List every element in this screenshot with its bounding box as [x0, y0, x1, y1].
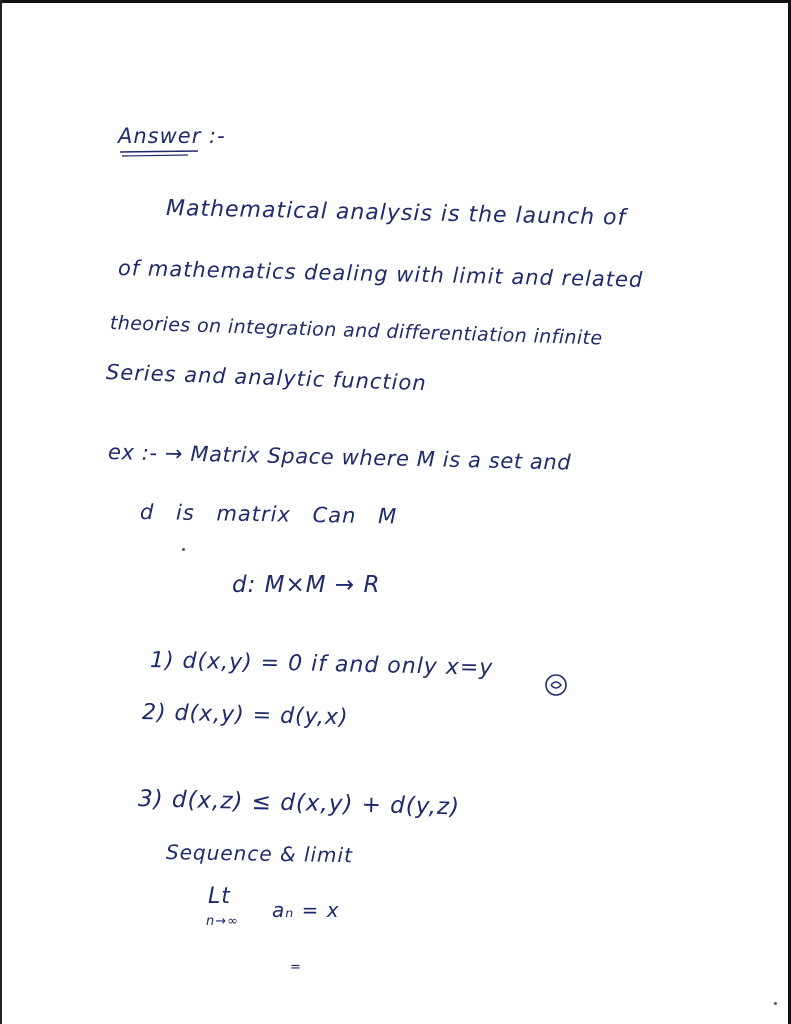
mapping-line: d: M×M → R — [232, 572, 381, 598]
circled-mark-icon — [543, 672, 569, 698]
answer-heading: Answer :- — [118, 124, 226, 148]
example-line-1: ex :- → Matrix Space where M is a set and — [107, 440, 572, 475]
limit-subscript: n→∞ — [206, 914, 239, 929]
page-border-top — [0, 0, 791, 3]
paragraph-line-2: of mathematics dealing with limit and related — [117, 256, 644, 292]
paragraph-line-4: Series and analytic function — [105, 360, 428, 396]
limit-lt: Lt — [208, 884, 231, 909]
ink-dot — [182, 548, 185, 551]
limit-expression: aₙ = x — [272, 898, 340, 922]
example-line-2: d is matrix Can M — [139, 500, 398, 529]
condition-2: 2) d(x,y) = d(y,x) — [141, 700, 349, 731]
paragraph-line-1: Mathematical analysis is the launch of — [165, 196, 627, 231]
trailing-equals: = — [290, 960, 302, 975]
condition-1: 1) d(x,y) = 0 if and only x=y — [149, 648, 494, 681]
heading-underline — [118, 148, 208, 158]
page-border-left — [0, 0, 2, 1024]
condition-3: 3) d(x,z) ≤ d(x,y) + d(y,z) — [137, 786, 461, 821]
sequence-title: Sequence & limit — [165, 840, 354, 868]
paragraph-line-3: theories on integration and differentiation infinite — [109, 312, 603, 350]
ink-dot-edge — [774, 1002, 777, 1005]
